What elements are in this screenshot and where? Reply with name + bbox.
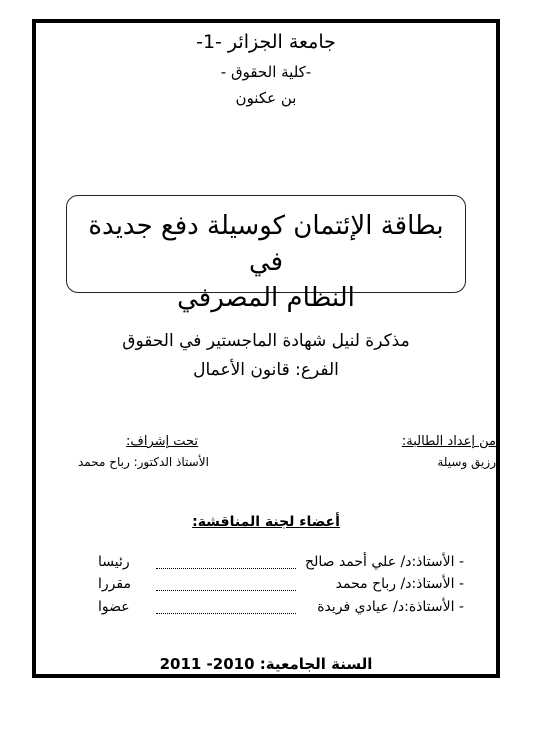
jury-title: أعضاء لجنة المناقشة: — [192, 514, 340, 530]
thesis-title — [73, 208, 459, 316]
faculty-name: -كلية الحقوق - — [220, 63, 312, 81]
prepared-by-label: من إعداد الطالبة: — [401, 434, 496, 449]
jury-member-name: - الأستاذ:د/ رباح محمد — [335, 576, 464, 592]
supervisor-name: الأستاذ الدكتور: رباح محمد — [78, 455, 209, 469]
campus-name: بن عكنون — [235, 89, 297, 107]
jury-member-role: عضوا — [98, 599, 130, 615]
supervisor-label: تحت إشراف: — [126, 434, 199, 449]
thesis-title-line-1: بطاقة الإئتمان كوسيلة دفع جديدة في — [88, 211, 444, 277]
page-frame — [32, 19, 500, 678]
jury-member-row — [98, 599, 464, 621]
memo-statement: مذكرة لنيل شهادة الماجستير في الحقوق — [122, 331, 410, 351]
title-box — [66, 195, 466, 313]
dotted-leader — [156, 601, 296, 614]
student-name: رزيق وسيلة — [437, 455, 496, 469]
jury-member-role: مقررا — [98, 576, 131, 592]
university-name: جامعة الجزائر -1- — [196, 31, 336, 53]
dotted-leader — [156, 556, 296, 569]
jury-member-row — [98, 576, 464, 598]
dotted-leader — [156, 578, 296, 591]
thesis-title-line-2: النظام المصرفي — [177, 283, 355, 313]
jury-member-row — [98, 554, 464, 576]
memo-branch: الفرع: قانون الأعمال — [193, 360, 339, 380]
jury-member-name: - الأستاذ:د/ علي أحمد صالح — [305, 554, 464, 570]
jury-member-role: رئيسا — [98, 554, 130, 570]
jury-member-name: - الأستاذة:د/ عيادي فريدة — [317, 599, 464, 615]
academic-year: السنة الجامعية: 2010- 2011 — [159, 655, 373, 673]
